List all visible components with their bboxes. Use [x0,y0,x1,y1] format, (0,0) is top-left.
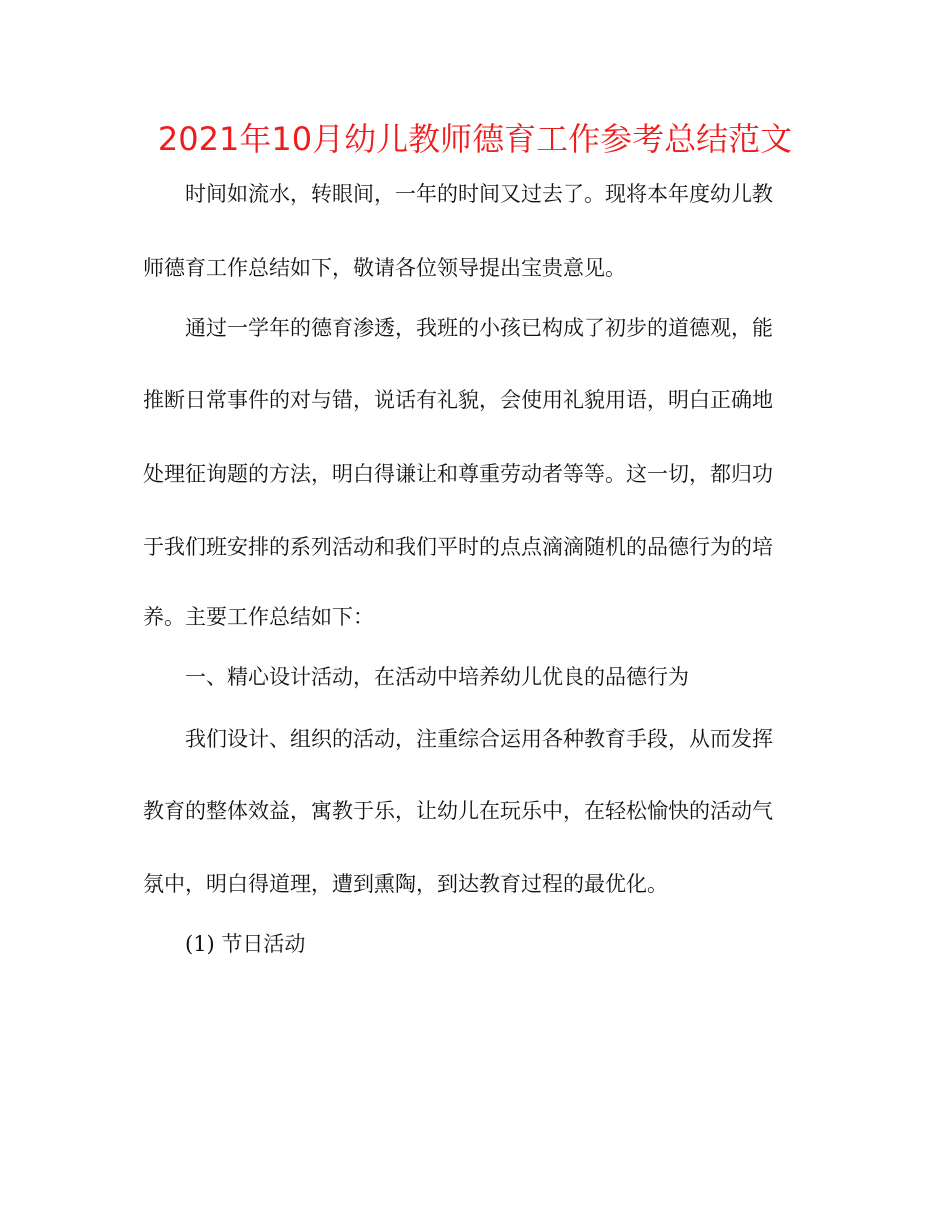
subsection-heading: (1) 节日活动 [185,932,306,956]
paragraph-line: 师德育工作总结如下，敬请各位领导提出宝贵意见。 [143,256,626,280]
paragraph-line: 我们设计、组织的活动，注重综合运用各种教育手段，从而发挥 [185,727,773,751]
paragraph-line: 推断日常事件的对与错，说话有礼貌，会使用礼貌用语，明白正确地 [143,388,773,412]
document-title: 2021年10月幼儿教师德育工作参考总结范文 [157,120,793,158]
paragraph-line: 于我们班安排的系列活动和我们平时的点点滴滴随机的品德行为的培 [143,535,773,559]
paragraph-line: 时间如流水，转眼间，一年的时间又过去了。现将本年度幼儿教 [185,182,773,206]
paragraph-line: 养。主要工作总结如下： [143,605,374,629]
paragraph-line: 处理征询题的方法，明白得谦让和尊重劳动者等等。这一切，都归功 [143,462,773,486]
section-heading: 一、精心设计活动，在活动中培养幼儿优良的品德行为 [185,665,689,689]
paragraph-line: 氛中，明白得道理，遭到熏陶，到达教育过程的最优化。 [143,872,668,896]
paragraph-line: 通过一学年的德育渗透，我班的小孩已构成了初步的道德观，能 [185,316,773,340]
paragraph-line: 教育的整体效益，寓教于乐，让幼儿在玩乐中，在轻松愉快的活动气 [143,799,773,823]
